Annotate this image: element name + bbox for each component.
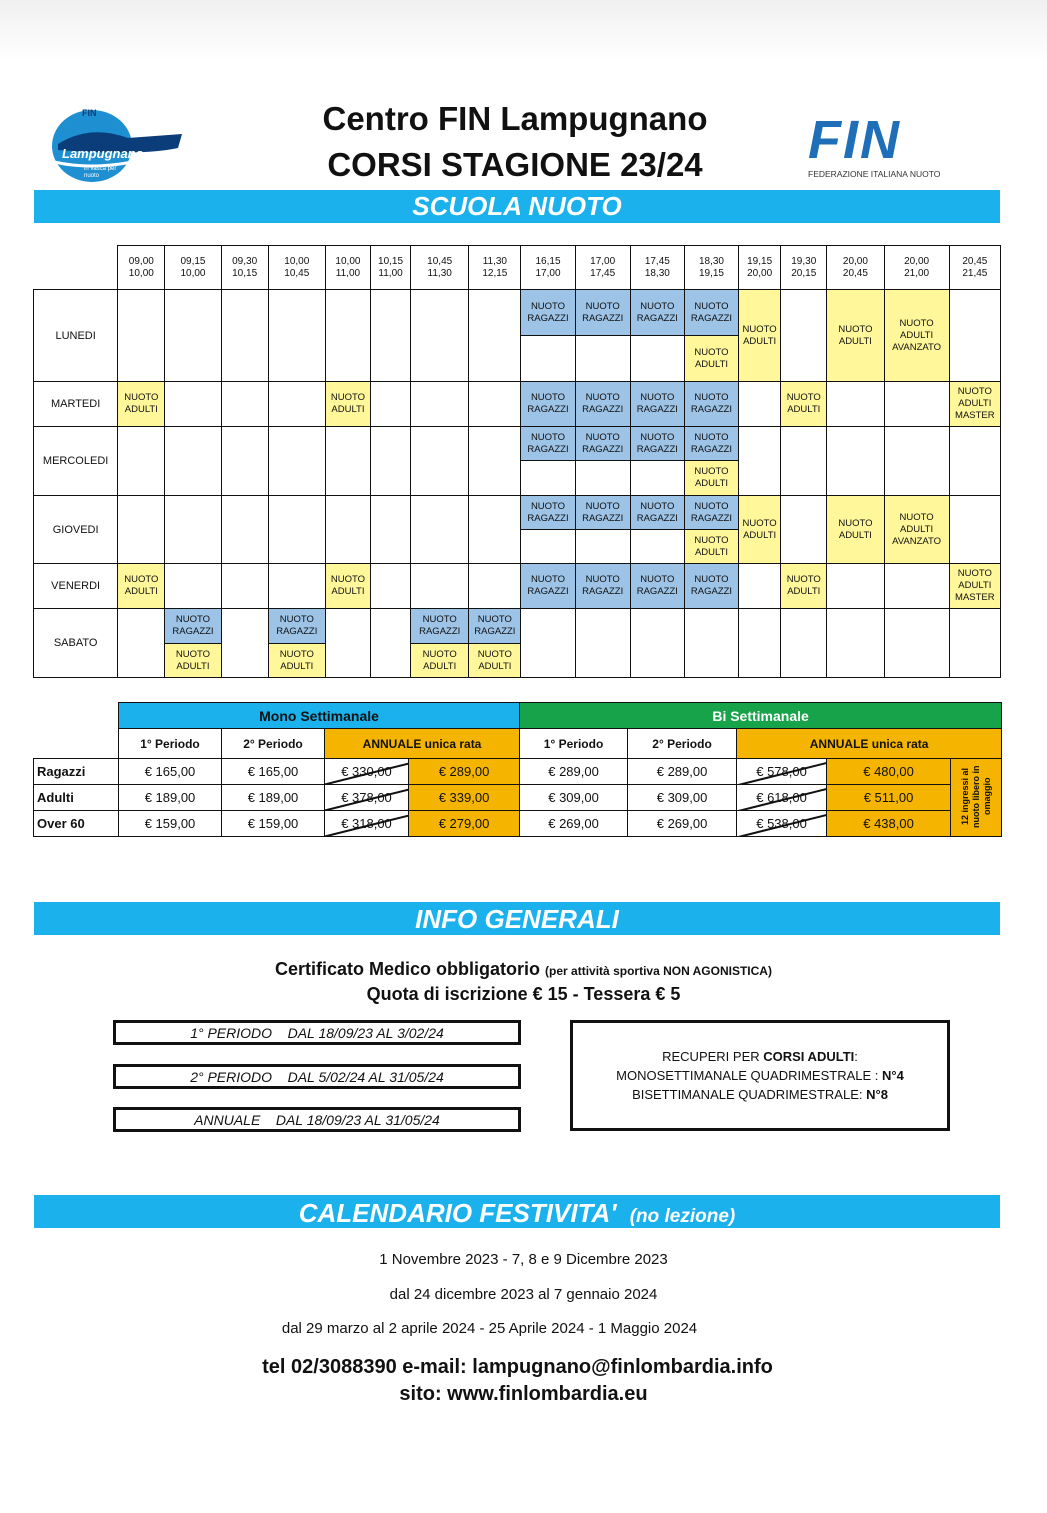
holiday-line-2: dal 24 dicembre 2023 al 7 gennaio 2024 (389, 1286, 658, 1303)
certificato-line (0, 959, 1047, 980)
course-adulti-master: NUOTO ADULTI MASTER (949, 382, 1000, 427)
course-adulti: NUOTO ADULTI (165, 644, 221, 678)
course-adulti: NUOTO ADULTI (118, 382, 165, 427)
mono-header: Mono Settimanale (119, 703, 520, 729)
course-ragazzi: NUOTO RAGAZZI (575, 564, 630, 609)
schedule-row-venerdi (34, 564, 1001, 609)
mono-p1-price: € 159,00 (119, 811, 222, 837)
schedule-row-mercoledi (34, 427, 1001, 461)
holiday-line-3: dal 29 marzo al 2 aprile 2024 - 25 Aprile 2024 - 1 Maggio 2024 (281, 1320, 698, 1337)
bi-annual-header: ANNUALE unica rata (737, 729, 1002, 759)
course-ragazzi: NUOTO RAGAZZI (630, 564, 684, 609)
recuperi-box (570, 1020, 950, 1131)
price-row (34, 759, 1002, 785)
course-ragazzi: NUOTO RAGAZZI (521, 382, 575, 427)
holiday-line-1: 1 Novembre 2023 - 7, 8 e 9 Dicembre 2023 (379, 1251, 668, 1268)
time-slot-header: 09,00 10,00 (118, 246, 165, 290)
title-line1: Centro FIN Lampugnano (322, 100, 708, 137)
calendario-band (34, 1195, 1000, 1228)
course-adulti: NUOTO ADULTI (827, 496, 884, 564)
time-slot-header: 10,00 10,45 (268, 246, 325, 290)
day-label: MARTEDI (34, 382, 118, 427)
course-adulti-master: NUOTO ADULTI MASTER (949, 564, 1000, 609)
mono-p1-price: € 189,00 (119, 785, 222, 811)
bi-annual-price: € 438,00 (827, 811, 951, 837)
course-ragazzi: NUOTO RAGAZZI (630, 427, 684, 461)
time-slot-header: 18,30 19,15 (684, 246, 738, 290)
fin-logo (808, 110, 964, 179)
time-slot-header: 19,15 20,00 (739, 246, 781, 290)
logo-tag-text: in vasca per nuoto (84, 166, 117, 179)
schedule-row-lunedi (34, 290, 1001, 336)
schedule-table (33, 245, 1001, 678)
logo-name-text: Lampugnano (62, 146, 144, 161)
course-adulti: NUOTO ADULTI (325, 382, 370, 427)
website-line: sito: www.finlombardia.eu (399, 1383, 648, 1405)
corner-cell (34, 246, 118, 290)
fin-logo-mark: FIN (808, 110, 901, 170)
scuola-nuoto-title: SCUOLA NUOTO (412, 191, 622, 221)
schedule-row-sabato (34, 609, 1001, 644)
time-slot-header: 20,45 21,45 (949, 246, 1000, 290)
course-adulti: NUOTO ADULTI (739, 496, 781, 564)
period-box-3: ANNUALE DAL 18/09/23 AL 31/05/24 (113, 1107, 521, 1132)
bi-p1-price: € 289,00 (520, 759, 628, 785)
bi-p1-price: € 309,00 (520, 785, 628, 811)
mono-old-price: € 330,00 (325, 759, 409, 785)
course-ragazzi: NUOTO RAGAZZI (521, 290, 575, 336)
bi-p2-price: € 309,00 (628, 785, 737, 811)
certificato-text: Certificato Medico obbligatorio (275, 959, 541, 979)
quota-line: Quota di iscrizione € 15 - Tessera € 5 (366, 984, 681, 1004)
logo-top-text: FIN (82, 108, 97, 118)
price-row-label: Over 60 (34, 811, 119, 837)
course-ragazzi: NUOTO RAGAZZI (521, 496, 575, 530)
info-generali-title: INFO GENERALI (415, 904, 619, 934)
course-ragazzi: NUOTO RAGAZZI (469, 609, 521, 644)
period-box-1: 1° PERIODO DAL 18/09/23 AL 3/02/24 (113, 1020, 521, 1045)
day-label: VENERDI (34, 564, 118, 609)
time-slot-header: 10,00 11,00 (325, 246, 370, 290)
course-adulti: NUOTO ADULTI (684, 530, 738, 564)
course-ragazzi: NUOTO RAGAZZI (575, 382, 630, 427)
course-adulti: NUOTO ADULTI (268, 644, 325, 678)
bi-p1-header: 1° Periodo (520, 729, 628, 759)
course-adulti: NUOTO ADULTI (781, 564, 827, 609)
day-label: LUNEDI (34, 290, 118, 382)
mono-p1-header: 1° Periodo (119, 729, 222, 759)
certificato-note: (per attività sportiva NON AGONISTICA) (545, 964, 772, 978)
fin-logo-subtitle: FEDERAZIONE ITALIANA NUOTO (808, 169, 941, 179)
course-adulti-avanzato: NUOTO ADULTI AVANZATO (884, 496, 949, 564)
course-ragazzi: NUOTO RAGAZZI (575, 496, 630, 530)
bi-p2-header: 2° Periodo (628, 729, 737, 759)
schedule-row-giovedi (34, 496, 1001, 530)
time-slot-header: 17,00 17,45 (575, 246, 630, 290)
time-slot-header: 09,30 10,15 (221, 246, 268, 290)
course-ragazzi: NUOTO RAGAZZI (684, 382, 738, 427)
day-label: GIOVEDI (34, 496, 118, 564)
bi-annual-price: € 511,00 (827, 785, 951, 811)
course-ragazzi: NUOTO RAGAZZI (630, 496, 684, 530)
free-swim-note: 12 ingressi al nuoto libero in omaggio (951, 759, 1002, 837)
time-slot-header: 10,15 11,00 (371, 246, 411, 290)
bi-old-price: € 538,00 (737, 811, 827, 837)
mono-annual-price: € 339,00 (409, 785, 520, 811)
info-generali-band (34, 902, 1000, 935)
calendario-title: CALENDARIO FESTIVITA' (298, 1198, 617, 1228)
mono-annual-price: € 279,00 (409, 811, 520, 837)
course-adulti: NUOTO ADULTI (469, 644, 521, 678)
mono-p2-price: € 159,00 (222, 811, 325, 837)
title-line2: CORSI STAGIONE 23/24 (327, 146, 703, 183)
recuperi-line-2: MONOSETTIMANALE QUADRIMESTRALE : N°4 (616, 1068, 904, 1083)
time-slot-header: 17,45 18,30 (630, 246, 684, 290)
mono-p1-price: € 165,00 (119, 759, 222, 785)
top-fade (0, 0, 1047, 62)
course-ragazzi: NUOTO RAGAZZI (268, 609, 325, 644)
price-row (34, 811, 1002, 837)
bi-header: Bi Settimanale (520, 703, 1002, 729)
course-ragazzi: NUOTO RAGAZZI (575, 427, 630, 461)
time-slot-header: 16,15 17,00 (521, 246, 575, 290)
bi-annual-price: € 480,00 (827, 759, 951, 785)
lampugnano-logo (50, 104, 184, 184)
bi-old-price: € 618,00 (737, 785, 827, 811)
calendario-note: (no lezione) (629, 1206, 736, 1227)
time-slot-header: 20,00 21,00 (884, 246, 949, 290)
time-slot-header: 09,15 10,00 (165, 246, 221, 290)
course-adulti: NUOTO ADULTI (411, 644, 469, 678)
mono-p2-header: 2° Periodo (222, 729, 325, 759)
course-adulti: NUOTO ADULTI (781, 382, 827, 427)
course-adulti: NUOTO ADULTI (827, 290, 884, 382)
course-ragazzi: NUOTO RAGAZZI (521, 427, 575, 461)
mono-old-price: € 378,00 (325, 785, 409, 811)
mono-p2-price: € 189,00 (222, 785, 325, 811)
bi-p2-price: € 269,00 (628, 811, 737, 837)
scuola-nuoto-band (34, 190, 1000, 223)
course-adulti: NUOTO ADULTI (325, 564, 370, 609)
course-ragazzi: NUOTO RAGAZZI (630, 290, 684, 336)
time-slot-header: 11,30 12,15 (469, 246, 521, 290)
mono-annual-header: ANNUALE unica rata (325, 729, 520, 759)
bi-p2-price: € 289,00 (628, 759, 737, 785)
contact-line: tel 02/3088390 e-mail: lampugnano@finlombardia.info (262, 1356, 773, 1378)
time-slot-header: 20,00 20,45 (827, 246, 884, 290)
day-label: MERCOLEDI (34, 427, 118, 496)
price-row-label: Ragazzi (34, 759, 119, 785)
course-adulti: NUOTO ADULTI (739, 290, 781, 382)
course-adulti: NUOTO ADULTI (684, 336, 738, 382)
course-ragazzi: NUOTO RAGAZZI (575, 290, 630, 336)
course-adulti-avanzato: NUOTO ADULTI AVANZATO (884, 290, 949, 382)
course-adulti: NUOTO ADULTI (118, 564, 165, 609)
recuperi-line-1: RECUPERI PER CORSI ADULTI: (662, 1049, 858, 1064)
course-ragazzi: NUOTO RAGAZZI (165, 609, 221, 644)
schedule-row-martedi (34, 382, 1001, 427)
mono-old-price: € 318,00 (325, 811, 409, 837)
price-table (33, 702, 1002, 837)
recuperi-line-3: BISETTIMANALE QUADRIMESTRALE: N°8 (632, 1087, 888, 1102)
bi-p1-price: € 269,00 (520, 811, 628, 837)
period-box-2: 2° PERIODO DAL 5/02/24 AL 31/05/24 (113, 1064, 521, 1089)
mono-p2-price: € 165,00 (222, 759, 325, 785)
course-ragazzi: NUOTO RAGAZZI (684, 496, 738, 530)
course-ragazzi: NUOTO RAGAZZI (684, 290, 738, 336)
price-row (34, 785, 1002, 811)
bi-old-price: € 578,00 (737, 759, 827, 785)
course-ragazzi: NUOTO RAGAZZI (411, 609, 469, 644)
course-adulti: NUOTO ADULTI (684, 461, 738, 496)
schedule-header-row (34, 246, 1001, 290)
course-ragazzi: NUOTO RAGAZZI (630, 382, 684, 427)
price-row-label: Adulti (34, 785, 119, 811)
time-slot-header: 10,45 11,30 (411, 246, 469, 290)
course-ragazzi: NUOTO RAGAZZI (521, 564, 575, 609)
day-label: SABATO (34, 609, 118, 678)
course-ragazzi: NUOTO RAGAZZI (684, 564, 738, 609)
mono-annual-price: € 289,00 (409, 759, 520, 785)
course-ragazzi: NUOTO RAGAZZI (684, 427, 738, 461)
time-slot-header: 19,30 20,15 (781, 246, 827, 290)
